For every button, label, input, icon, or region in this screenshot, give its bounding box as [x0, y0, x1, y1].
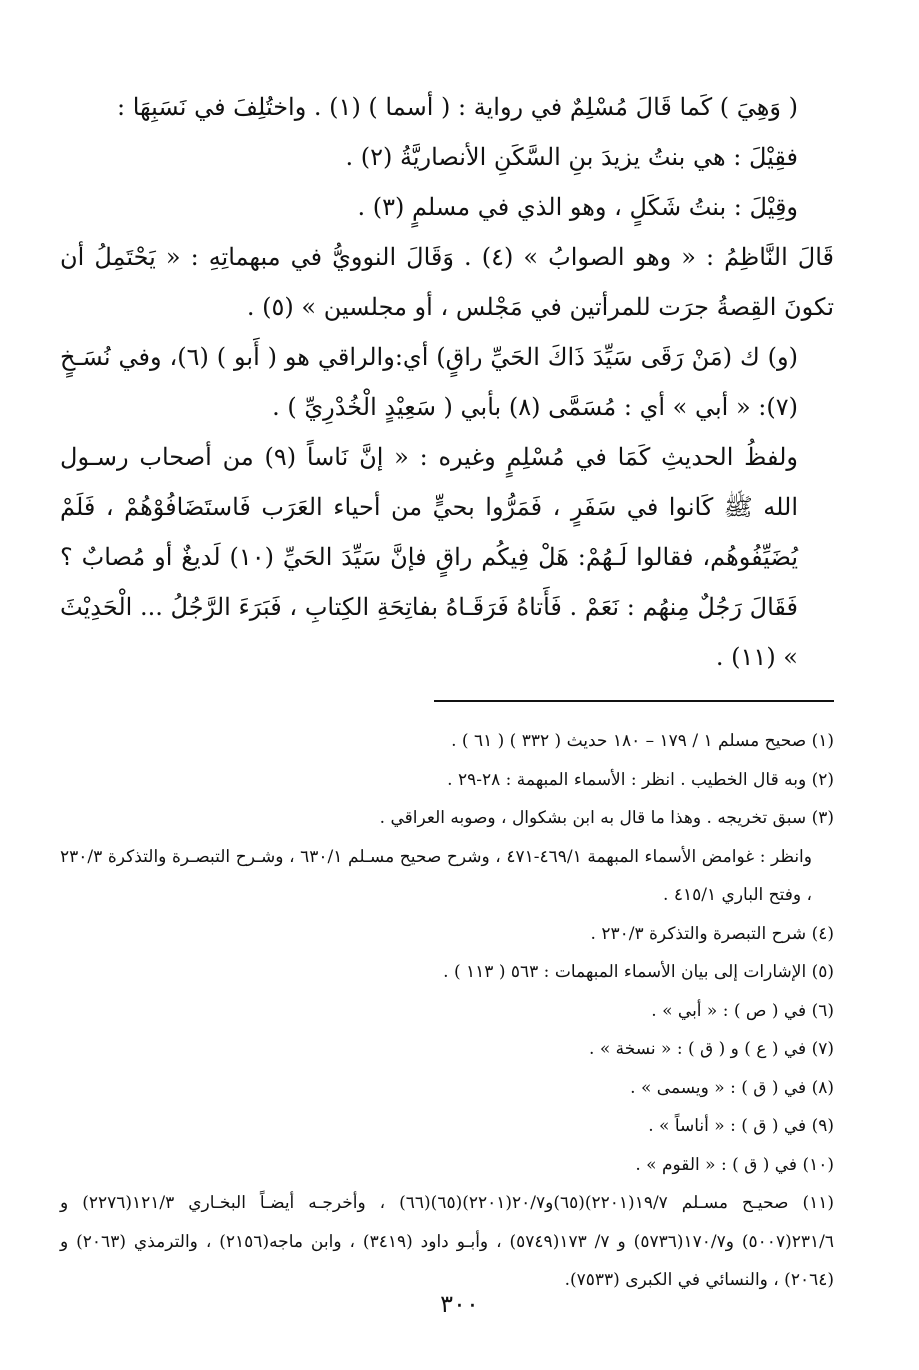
footnote-separator [434, 700, 834, 702]
footnote-8: (٨) في ( ق ) : « ويسمى » . [630, 1077, 834, 1098]
footnote-3: (٣) سبق تخريجه . وهذا ما قال به ابن بشكوال ، وصوبه العراقي . [379, 808, 834, 828]
page-number: ٣٠٠ [440, 1290, 479, 1318]
footnote-3-continued: وانظر : غوامض الأسماء المبهمة ٤٦٩/١-٤٧١ ، وشرح صحيح مسـلم ٦٣٠/١ ، وشـرح التبصـرة والتذكرة ٢٣٠/٣ ، وفتح الباري ٤١٥/١ . [60, 846, 812, 905]
main-paragraph-1: ( وَهِيَ ) كَما قَالَ مُسْلِمٌ في رواية : ( أسما ) (١) . واختُلِفَ في نَسَبِهَا : [117, 93, 798, 121]
footnote-4: (٤) شرح التبصرة والتذكرة ٢٣٠/٣ . [590, 923, 834, 944]
footnote-1: (١) صحيح مسلم ١ / ١٧٩ – ١٨٠ حديث ( ٣٣٢ ) ( ٦١ ) . [451, 731, 834, 751]
footnote-11: (١١) صحيـح مسـلم ١٩/٧(٢٢٠١)(٦٥)و٢٠/٧(٢٢٠١)(٦٥)(٦٦) ، وأخرجـه أيضـاً البخـاري ١٢١/٣(٢٢٧٦) و ٢٣١/٦(٥٠٠٧) و١٧٠/٧(٥٧٣٦) و ٧/ ١٧٣(٥٧٤٩) ، وأبـو داود (٣٤١٩) ، وابن ماجه(٢١٥٦) ، والترمذي (٢٠٦٣) و (٢٠٦٤) ، والنسائي في الكبرى (٧٥٣٣). [60, 1193, 834, 1290]
footnote-7: (٧) في ( ع ) و ( ق ) : « نسخة » . [589, 1039, 834, 1059]
main-paragraph-3: وقِيْلَ : بنتُ شَكَلٍ ، وهو الذي في مسلمٍ (٣) . [357, 193, 798, 221]
main-paragraph-2: فقِيْلَ : هي بنتُ يزيدَ بنِ السَّكَنِ الأنصاريَّةُ (٢) . [345, 143, 798, 171]
main-paragraph-4: قَالَ النَّاظِمُ : « وهو الصوابُ » (٤) . وَقَالَ النوويُّ في مبهماتِهِ : « يَحْتَمِلُ أن تكونَ القِصةُ جرَت للمرأتين في مَجْلس ، أو مجلسين » (٥) . [60, 243, 835, 321]
main-paragraph-6: ولفظُ الحديثِ كَمَا في مُسْلِمٍ وغيره : « إنَّ نَاساً (٩) من أصحاب رسـول الله ﷺ كَانوا في سَفَرٍ ، فَمَرُّوا بحيٍّ من أحياء العَرَب فَاستَضَافُوْهُمْ ، فَلَمْ يُضَيِّفُوهُم، فقالوا لَـهُمْ: هَلْ فِيكُم راقٍ فإنَّ سَيِّدَ الحَيِّ (١٠) لَديغٌ أو مُصابٌ ؟ فَقَالَ رَجُلٌ مِنهُم : نَعَمْ . فَأَتاهُ فَرَقَـاهُ بفاتِحَةِ الكِتابِ ، فَبَرَءَ الرَّجُلُ ... الْحَدِيْثَ » (١١) . [60, 443, 799, 671]
footnotes [60, 722, 834, 1300]
footnote-5: (٥) الإشارات إلى بيان الأسماء المبهمات : ٥٦٣ ( ١١٣ ) . [443, 962, 834, 982]
footnote-6: (٦) في ( ص ) : « أبي » . [651, 1000, 834, 1021]
footnote-9: (٩) في ( ق ) : « أناساً » . [648, 1116, 834, 1136]
main-paragraph-5: (و) ك (مَنْ رَقَى سَيِّدَ ذَاكَ الحَيِّ راقٍ) أي:والراقي هو ( أَبو ) (٦)، وفي نُسَـخٍ (٧): « أبي » أي : مُسَمَّى (٨) بأبي ( سَعِيْدٍ الْخُدْرِيِّ ) . [60, 343, 798, 421]
main-text [60, 82, 834, 682]
footnote-10: (١٠) في ( ق ) : « القوم » . [635, 1154, 834, 1175]
footnote-2: (٢) وبه قال الخطيب . انظر : الأسماء المبهمة : ٢٨-٢٩ . [447, 769, 834, 790]
page-body [60, 82, 834, 1300]
